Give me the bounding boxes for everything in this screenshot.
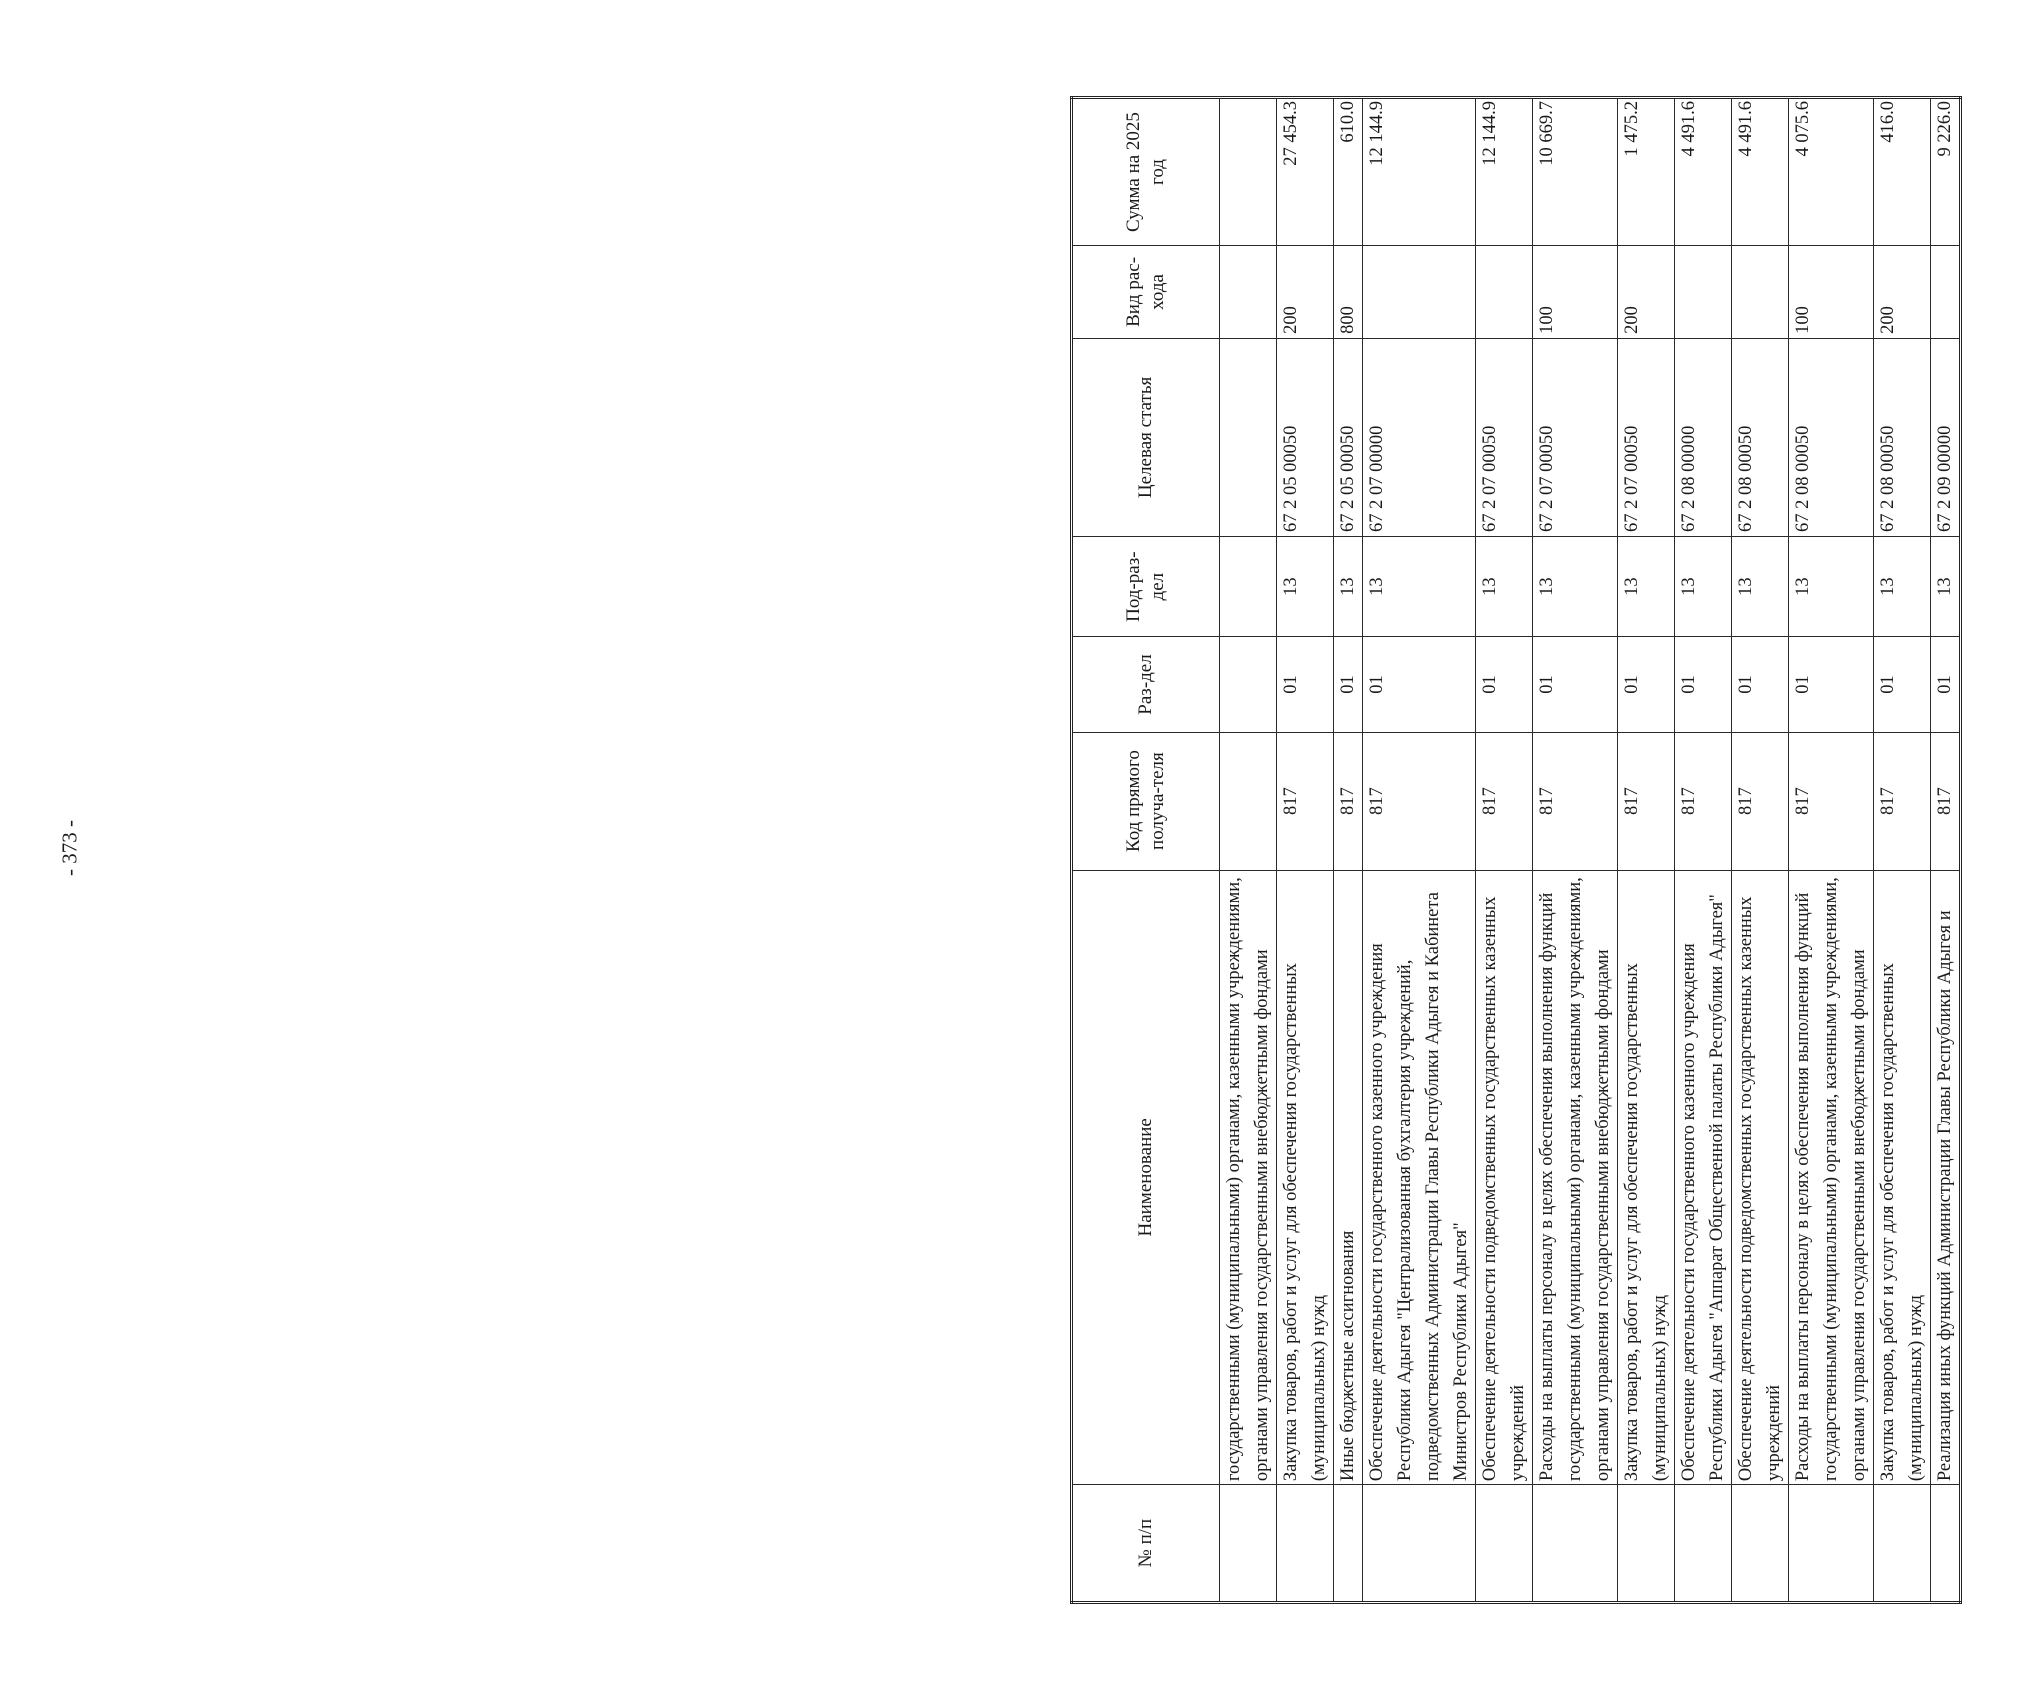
cell-index <box>1277 1485 1334 1603</box>
header-section: Раз-дел <box>1072 637 1220 732</box>
cell-amount: 12 144.9 <box>1476 98 1533 246</box>
cell-amount: 12 144.9 <box>1363 98 1476 246</box>
table-row <box>1334 98 1363 1603</box>
cell-target: 67 2 08 00050 <box>1732 338 1789 536</box>
cell-subsection: 13 <box>1789 536 1874 636</box>
cell-target: 67 2 05 00050 <box>1277 338 1334 536</box>
cell-subsection: 13 <box>1277 536 1334 636</box>
cell-section: 01 <box>1533 637 1618 732</box>
cell-recipient: 817 <box>1533 732 1618 870</box>
cell-subsection: 13 <box>1334 536 1363 636</box>
cell-expense-type <box>1732 246 1789 339</box>
cell-index <box>1220 1485 1277 1603</box>
cell-amount: 416.0 <box>1874 98 1931 246</box>
header-recipient: Код прямого получа-теля <box>1072 732 1220 870</box>
cell-amount: 610.0 <box>1334 98 1363 246</box>
table-row <box>1874 98 1931 1603</box>
cell-amount: 4 491.6 <box>1732 98 1789 246</box>
cell-recipient: 817 <box>1675 732 1732 870</box>
header-name: Наименование <box>1072 870 1220 1485</box>
cell-recipient: 817 <box>1363 732 1476 870</box>
cell-section: 01 <box>1476 637 1533 732</box>
cell-index <box>1732 1485 1789 1603</box>
cell-subsection: 13 <box>1476 536 1533 636</box>
cell-name: Обеспечение деятельности подведомственных государственных казенных учреждений <box>1732 870 1789 1485</box>
table-row <box>1277 98 1334 1603</box>
header-subsection: Под-раз-дел <box>1072 536 1220 636</box>
table-row <box>1363 98 1476 1603</box>
cell-name: Закупка товаров, работ и услуг для обеспечения государственных (муниципальных) нужд <box>1874 870 1931 1485</box>
cell-target: 67 2 09 00000 <box>1931 338 1961 536</box>
header-target: Целевая статья <box>1072 338 1220 536</box>
cell-section: 01 <box>1363 637 1476 732</box>
cell-recipient: 817 <box>1931 732 1961 870</box>
cell-section: 01 <box>1732 637 1789 732</box>
table-row <box>1931 98 1961 1603</box>
cell-recipient: 817 <box>1874 732 1931 870</box>
budget-table <box>1070 96 1962 1604</box>
cell-expense-type: 200 <box>1618 246 1675 339</box>
table-row <box>1618 98 1675 1603</box>
cell-recipient: 817 <box>1277 732 1334 870</box>
cell-amount: 27 454.3 <box>1277 98 1334 246</box>
header-amount: Сумма на 2025 год <box>1072 98 1220 246</box>
cell-target <box>1220 338 1277 536</box>
table-row <box>1789 98 1874 1603</box>
cell-section: 01 <box>1334 637 1363 732</box>
cell-subsection: 13 <box>1363 536 1476 636</box>
cell-expense-type <box>1220 246 1277 339</box>
cell-section: 01 <box>1789 637 1874 732</box>
cell-expense-type: 800 <box>1334 246 1363 339</box>
cell-name: Обеспечение деятельности государственного казенного учреждения Республики Адыгея "Централизованная бухгалтерия учреждений, подведомственных Администрации Главы Республики Адыгея и Кабинета Министров Республики Адыгея" <box>1363 870 1476 1485</box>
cell-name: Расходы на выплаты персоналу в целях обеспечения выполнения функций государственными (муниципальными) органами, казенными учреждениями, органами управления государственными внебюджетными фондами <box>1533 870 1618 1485</box>
table-row <box>1220 98 1277 1603</box>
page-number: - 373 - <box>57 820 82 876</box>
cell-subsection <box>1220 536 1277 636</box>
cell-subsection: 13 <box>1732 536 1789 636</box>
table-row <box>1675 98 1732 1603</box>
cell-section: 01 <box>1675 637 1732 732</box>
cell-target: 67 2 07 00000 <box>1363 338 1476 536</box>
cell-index <box>1533 1485 1618 1603</box>
cell-subsection: 13 <box>1675 536 1732 636</box>
rotated-table-container <box>1070 96 2020 1604</box>
table-row <box>1476 98 1533 1603</box>
cell-recipient: 817 <box>1618 732 1675 870</box>
cell-amount: 10 669.7 <box>1533 98 1618 246</box>
cell-recipient: 817 <box>1789 732 1874 870</box>
cell-target: 67 2 05 00050 <box>1334 338 1363 536</box>
cell-index <box>1789 1485 1874 1603</box>
cell-expense-type: 100 <box>1789 246 1874 339</box>
cell-target: 67 2 08 00050 <box>1789 338 1874 536</box>
cell-section <box>1220 637 1277 732</box>
cell-expense-type: 100 <box>1533 246 1618 339</box>
cell-amount: 9 226.0 <box>1931 98 1961 246</box>
table-row <box>1533 98 1618 1603</box>
cell-amount: 4 075.6 <box>1789 98 1874 246</box>
cell-subsection: 13 <box>1874 536 1931 636</box>
cell-name: государственными (муниципальными) органами, казенными учреждениями, органами управления государственными внебюджетными фондами <box>1220 870 1277 1485</box>
cell-index <box>1618 1485 1675 1603</box>
cell-index <box>1476 1485 1533 1603</box>
cell-name: Закупка товаров, работ и услуг для обеспечения государственных (муниципальных) нужд <box>1277 870 1334 1485</box>
cell-name: Закупка товаров, работ и услуг для обеспечения государственных (муниципальных) нужд <box>1618 870 1675 1485</box>
cell-expense-type: 200 <box>1874 246 1931 339</box>
cell-index <box>1334 1485 1363 1603</box>
cell-recipient: 817 <box>1476 732 1533 870</box>
cell-subsection: 13 <box>1618 536 1675 636</box>
cell-expense-type: 200 <box>1277 246 1334 339</box>
cell-section: 01 <box>1874 637 1931 732</box>
cell-index <box>1363 1485 1476 1603</box>
header-row <box>1072 98 1220 1603</box>
cell-expense-type <box>1476 246 1533 339</box>
cell-recipient <box>1220 732 1277 870</box>
cell-target: 67 2 07 00050 <box>1476 338 1533 536</box>
cell-section: 01 <box>1931 637 1961 732</box>
cell-subsection: 13 <box>1533 536 1618 636</box>
header-expense-type: Вид рас-хода <box>1072 246 1220 339</box>
cell-recipient: 817 <box>1334 732 1363 870</box>
cell-index <box>1931 1485 1961 1603</box>
header-index: № п/п <box>1072 1485 1220 1603</box>
cell-expense-type <box>1675 246 1732 339</box>
cell-name: Расходы на выплаты персоналу в целях обеспечения выполнения функций государственными (муниципальными) органами, казенными учреждениями, органами управления государственными внебюджетными фондами <box>1789 870 1874 1485</box>
cell-amount: 4 491.6 <box>1675 98 1732 246</box>
cell-amount <box>1220 98 1277 246</box>
cell-target: 67 2 07 00050 <box>1618 338 1675 536</box>
cell-target: 67 2 08 00050 <box>1874 338 1931 536</box>
cell-index <box>1675 1485 1732 1603</box>
cell-name: Реализация иных функций Администрации Главы Республики Адыгея и <box>1931 870 1961 1485</box>
cell-name: Иные бюджетные ассигнования <box>1334 870 1363 1485</box>
cell-target: 67 2 08 00000 <box>1675 338 1732 536</box>
cell-subsection: 13 <box>1931 536 1961 636</box>
cell-section: 01 <box>1277 637 1334 732</box>
cell-amount: 1 475.2 <box>1618 98 1675 246</box>
cell-target: 67 2 07 00050 <box>1533 338 1618 536</box>
table-row <box>1732 98 1789 1603</box>
cell-expense-type <box>1363 246 1476 339</box>
cell-recipient: 817 <box>1732 732 1789 870</box>
cell-name: Обеспечение деятельности подведомственных государственных казенных учреждений <box>1476 870 1533 1485</box>
cell-section: 01 <box>1618 637 1675 732</box>
cell-index <box>1874 1485 1931 1603</box>
cell-name: Обеспечение деятельности государственного казенного учреждения Республики Адыгея "Аппарат Общественной палаты Республики Адыгея" <box>1675 870 1732 1485</box>
cell-expense-type <box>1931 246 1961 339</box>
